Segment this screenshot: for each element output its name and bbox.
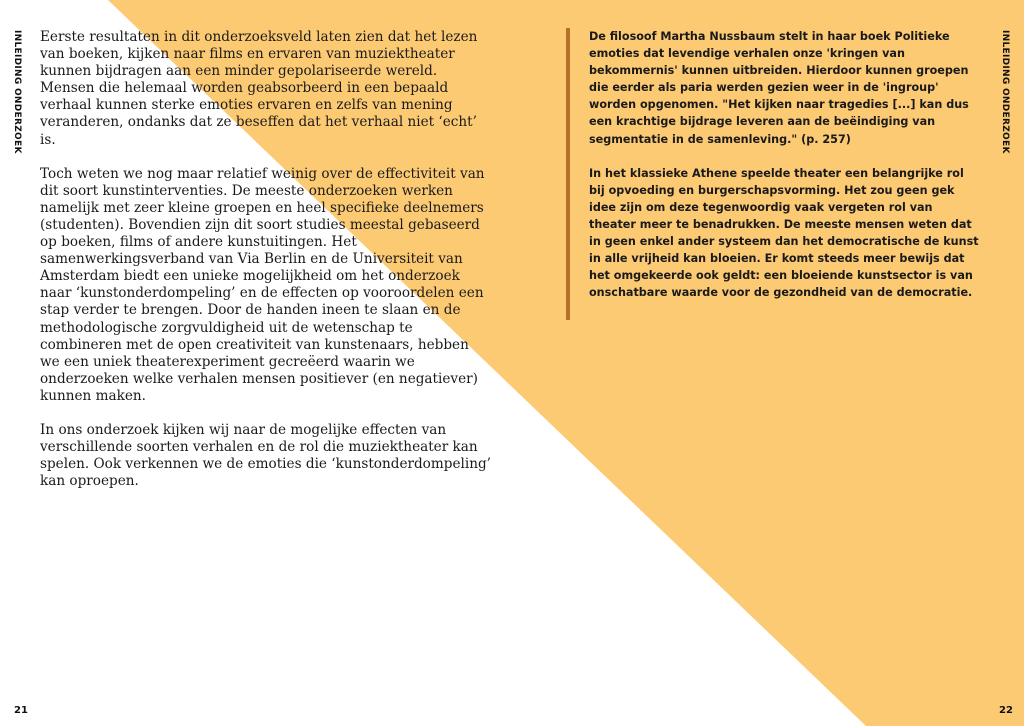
left-paragraph-3: In ons onderzoek kijken wij naar de mogelijke effecten van verschillende soorten verhalen en de rol die muziektheater kan spelen. Ook verkennen we de emoties die ‘kunstonderdompeling’ kan oproepen.: [40, 421, 491, 490]
left-body-text: [40, 29, 492, 507]
page-number-right: 22: [999, 705, 1013, 716]
left-paragraph-2: Toch weten we nog maar relatief weinig over de effectiviteit van dit soort kunstinterventies. De meeste onderzoeken werken namelijk met zeer kleine groepen en heel specifieke deelnemers (studenten). Bovendien zijn dit soort studies meestal gebaseerd op boeken, films of andere kunstuitingen. Het samenwerkingsverband van Via Berlin en de Universiteit van Amsterdam biedt een unieke mogelijkheid om het onderzoek naar ‘kunstonderdompeling’ en de effecten op vooroordelen een stap verder te brengen. Door de handen ineen te slaan en de methodologische zorgvuldigheid uit de wetenschap te combineren met de open creativiteit van kunstenaars, hebben we een uniek theaterexperiment gecreëerd waarin we onderzoeken welke verhalen mensen positiever (en negatiever) kunnen maken.: [40, 165, 485, 404]
right-paragraph-1: De filosoof Martha Nussbaum stelt in haar boek Politieke emoties dat levendige verhalen onze 'kringen van bekommernis' kunnen uitbreiden. Hierdoor kunnen groepen die eerder als paria werden gezien weer in de 'ingroup' worden opgenomen. "Het kijken naar tragedies [...] kan dus een krachtige bijdrage leveren aan de beëindiging van segmentatie in de samenleving." (p. 257): [589, 30, 969, 146]
right-side-label: INLEIDING ONDERZOEK: [1000, 30, 1010, 154]
left-paragraph-1: Eerste resultaten in dit onderzoeksveld laten zien dat het lezen van boeken, kijken naar films en ervaren van muziektheater kunnen bijdragen aan een minder gepolariseerde wereld. Mensen die helemaal worden geabsorbeerd in een bepaald verhaal kunnen sterke emoties ervaren en zelfs van mening veranderen, ondanks dat ze beseffen dat het verhaal niet ‘echt’ is.: [40, 29, 478, 148]
right-paragraph-2: In het klassieke Athene speelde theater een belangrijke rol bij opvoeding en burgerschapsvorming. Het zou geen gek idee zijn om deze tegenwoordig vaak vergeten rol van theater meer te benadrukken. De meeste mensen weten dat in geen enkel ander systeem dan het democratische de kunst in alle vrijheid kan bloeien. Er komt steeds meer bewijs dat het omgekeerde ook geldt: een bloeiende kunstsector is van onschatbare waarde voor de gezondheid van de democratie.: [589, 166, 979, 300]
page-number-left: 21: [14, 705, 28, 716]
left-side-label: INLEIDING ONDERZOEK: [12, 30, 22, 154]
quote-bar: [566, 28, 570, 320]
right-quote-text: [589, 28, 979, 318]
